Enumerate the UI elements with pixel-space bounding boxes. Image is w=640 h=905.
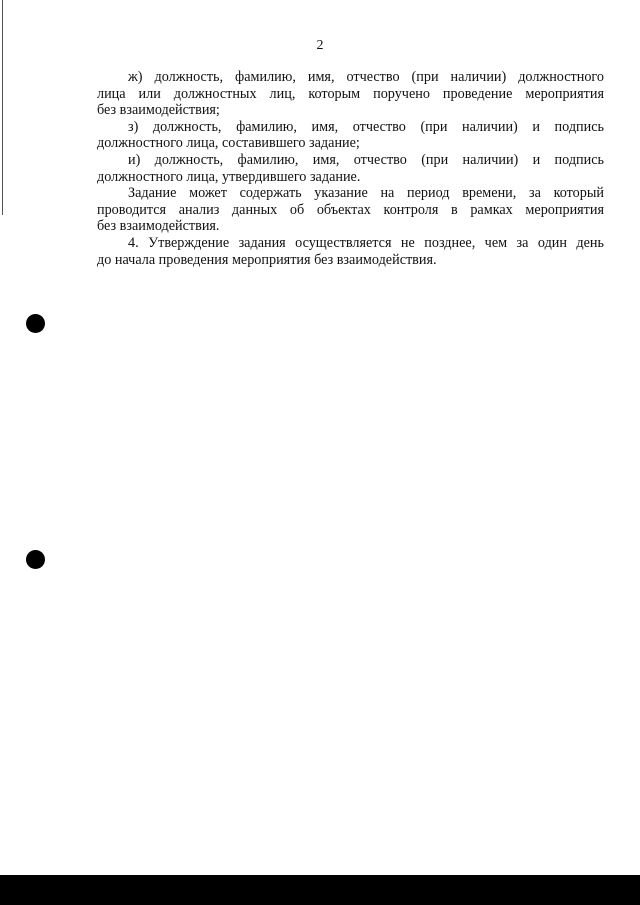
text-line: без взаимодействия; bbox=[97, 102, 220, 119]
text-line: ж) должность, фамилию, имя, отчество (при наличии) должностного bbox=[128, 69, 604, 85]
document-body bbox=[97, 69, 604, 268]
punch-hole-icon bbox=[26, 314, 45, 333]
text-line: до начала проведения мероприятия без взаимодействия. bbox=[97, 251, 437, 268]
text-line: должностного лица, утвердившего задание. bbox=[97, 168, 361, 185]
paragraph-item-zh bbox=[97, 69, 604, 119]
text-line: лица или должностных лиц, которым поручено проведение мероприятия bbox=[97, 85, 604, 102]
text-line: з) должность, фамилию, имя, отчество (при наличии) и подпись bbox=[128, 118, 604, 135]
text-line: и) должность, фамилию, имя, отчество (при наличии) и подпись bbox=[128, 151, 604, 168]
paragraph-item-i bbox=[97, 152, 604, 185]
text-line: без взаимодействия. bbox=[97, 218, 220, 235]
text-line: Задание может содержать указание на период времени, за который bbox=[128, 185, 604, 202]
page-number: 2 bbox=[316, 38, 324, 53]
scan-bottom-band bbox=[0, 875, 640, 905]
paragraph-item-z bbox=[97, 119, 604, 152]
punch-hole-icon bbox=[26, 550, 45, 569]
paragraph-4-approval bbox=[97, 235, 604, 268]
text-line: должностного лица, составившего задание; bbox=[97, 135, 360, 152]
scan-left-edge bbox=[2, 0, 3, 215]
paragraph-task-period bbox=[97, 185, 604, 235]
text-line: 4. Утверждение задания осуществляется не позднее, чем за один день bbox=[128, 234, 604, 251]
text-line: проводится анализ данных об объектах контроля в рамках мероприятия bbox=[97, 201, 604, 218]
